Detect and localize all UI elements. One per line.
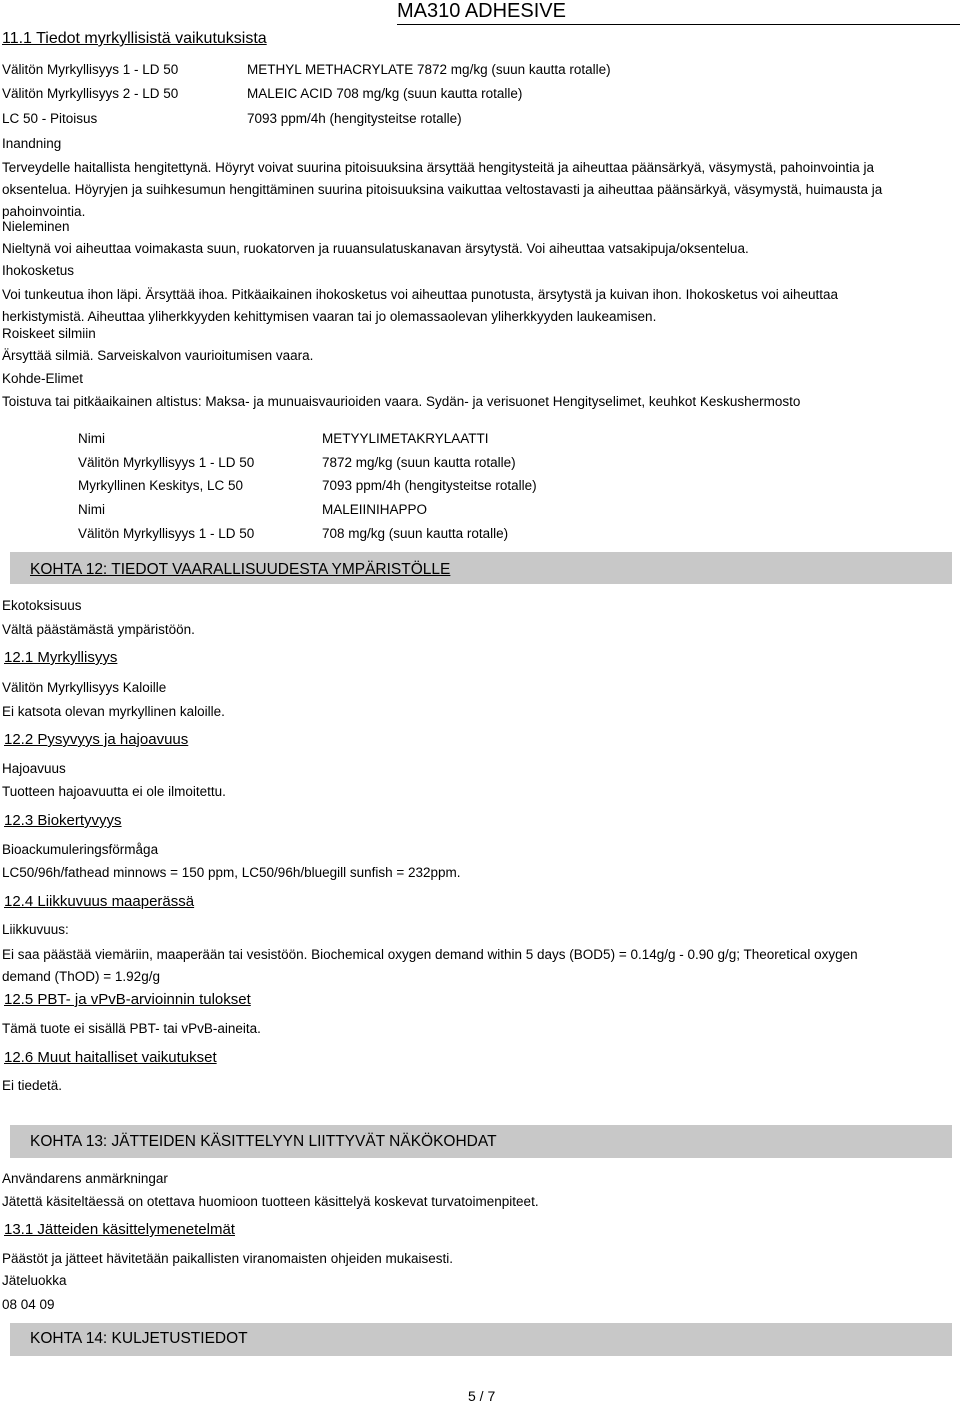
substance-value: 708 mg/kg (suun kautta rotalle)	[322, 526, 509, 541]
substance-label: Välitön Myrkyllisyys 1 - LD 50	[78, 455, 255, 470]
ecotox-heading: Ekotoksisuus	[2, 598, 82, 613]
section-12-1-text: Ei katsota olevan myrkyllinen kaloille.	[2, 704, 225, 719]
substance-label: Välitön Myrkyllisyys 1 - LD 50	[78, 526, 255, 541]
section-12-3-heading: Bioackumuleringsförmåga	[2, 842, 159, 857]
product-name: MA310 ADHESIVE	[397, 0, 566, 22]
tox-label: LC 50 - Pitoisus	[2, 111, 98, 126]
substance-label: Nimi	[78, 502, 105, 517]
section-12-2-title: 12.2 Pysyvyys ja hajoavuus	[4, 731, 189, 748]
tox-label: Välitön Myrkyllisyys 2 - LD 50	[2, 86, 179, 101]
section-14-title: KOHTA 14: KULJETUSTIEDOT	[30, 1330, 248, 1347]
skin-text: Voi tunkeutua ihon läpi. Ärsyttää ihoa. Pitkäaikainen ihokosketus voi aiheuttaa punotusta, ärsytystä ja kuivan ihon. Ihokosketus voi aiheuttaa herkistymistä. Aiheuttaa yliherkkyyden kehittymisen vaaran tai jo olemassaolevan yliherkkyyden laukeamisen.	[2, 287, 839, 324]
inhalation-heading: Inandning	[2, 136, 62, 151]
ingestion-text: Nieltynä voi aiheuttaa voimakasta suun, ruokatorven ja ruuansulatuskanavan ärsytystä. Voi aiheuttaa vatsakipuja/oksentelua.	[2, 241, 749, 256]
section-12-6-title: 12.6 Muut haitalliset vaikutukset	[4, 1049, 217, 1066]
section-12-4-title: 12.4 Liikkuvuus maaperässä	[4, 893, 195, 910]
header-rule	[397, 24, 960, 25]
waste-class-value: 08 04 09	[2, 1297, 55, 1312]
waste-class-heading: Jäteluokka	[2, 1273, 67, 1288]
section-12-3-title: 12.3 Biokertyvyys	[4, 812, 122, 829]
ingestion-heading: Nieleminen	[2, 219, 70, 234]
section-12-5-title: 12.5 PBT- ja vPvB-arvioinnin tulokset	[4, 991, 251, 1008]
section-13-title: KOHTA 13: JÄTTEIDEN KÄSITTELYYN LIITTYVÄT NÄKÖKOHDAT	[30, 1133, 497, 1150]
section-title: 11.1 Tiedot myrkyllisistä vaikutuksista	[2, 30, 267, 47]
section-12-6-text: Ei tiedetä.	[2, 1078, 63, 1093]
ecotox-text: Vältä päästämästä ympäristöön.	[2, 622, 195, 637]
section-12-1-heading: Välitön Myrkyllisyys Kaloille	[2, 680, 167, 695]
user-remarks-text: Jätettä käsiteltäessä on otettava huomioon tuotteen käsittelyä koskevat turvatoimenpiteet.	[2, 1194, 539, 1209]
section-12-4-text: Ei saa päästää viemäriin, maaperään tai vesistöön. Biochemical oxygen demand within 5 days (BOD5) = 0.14g/g - 0.90 g/g; Theoretical oxygen demand (ThOD) = 1.92g/g	[2, 947, 858, 984]
skin-heading: Ihokosketus	[2, 263, 75, 278]
inhalation-text: Terveydelle haitallista hengitettynä. Höyryt voivat suurina pitoisuuksina ärsyttää hengitysteitä ja aiheuttaa päänsärkyä, väsymystä, pahoinvointia ja oksentelua. Höyryjen ja suihkesumun hengittäminen suurina pitoisuuksina vaikuttaa veltostavasti ja aiheuttaa päänsärkyä, väsymystä, huimausta ja pahoinvointia.	[2, 160, 883, 219]
eyes-text: Ärsyttää silmiä. Sarveiskalvon vaurioitumisen vaara.	[2, 348, 314, 363]
page-number: 5 / 7	[468, 1388, 496, 1404]
target-organs-heading: Kohde-Elimet	[2, 371, 84, 386]
tox-label: Välitön Myrkyllisyys 1 - LD 50	[2, 62, 179, 77]
tox-value: MALEIC ACID 708 mg/kg (suun kautta rotalle)	[247, 86, 523, 101]
tox-value: 7093 ppm/4h (hengitysteitse rotalle)	[247, 111, 462, 126]
substance-value: 7872 mg/kg (suun kautta rotalle)	[322, 455, 516, 470]
section-13-1-title: 13.1 Jätteiden käsittelymenetelmät	[4, 1221, 235, 1238]
section-12-1-title: 12.1 Myrkyllisyys	[4, 649, 118, 666]
substance-value: MALEIINIHAPPO	[322, 502, 428, 517]
section-12-5-text: Tämä tuote ei sisällä PBT- tai vPvB-aineita.	[2, 1021, 261, 1036]
substance-label: Nimi	[78, 431, 105, 446]
section-12-2-heading: Hajoavuus	[2, 761, 66, 776]
substance-label: Myrkyllinen Keskitys, LC 50	[78, 478, 244, 493]
section-12-title: KOHTA 12: TIEDOT VAARALLISUUDESTA YMPÄRISTÖLLE	[30, 561, 451, 578]
tox-value: METHYL METHACRYLATE 7872 mg/kg (suun kautta rotalle)	[247, 62, 611, 77]
section-12-2-text: Tuotteen hajoavuutta ei ole ilmoitettu.	[2, 784, 226, 799]
substance-value: METYYLIMETAKRYLAATTI	[322, 431, 489, 446]
section-13-1-text: Päästöt ja jätteet hävitetään paikallisten viranomaisten ohjeiden mukaisesti.	[2, 1251, 454, 1266]
user-remarks-heading: Användarens anmärkningar	[2, 1171, 168, 1186]
substance-value: 7093 ppm/4h (hengitysteitse rotalle)	[322, 478, 537, 493]
section-12-3-text: LC50/96h/fathead minnows = 150 ppm, LC50/96h/bluegill sunfish = 232ppm.	[2, 865, 461, 880]
eyes-heading: Roiskeet silmiin	[2, 326, 96, 341]
section-12-4-heading: Liikkuvuus:	[2, 922, 69, 937]
target-organs-text: Toistuva tai pitkäaikainen altistus: Maksa- ja munuaisvaurioiden vaara. Sydän- ja verisuonet Hengityselimet, keuhkot Keskushermosto	[2, 394, 801, 409]
